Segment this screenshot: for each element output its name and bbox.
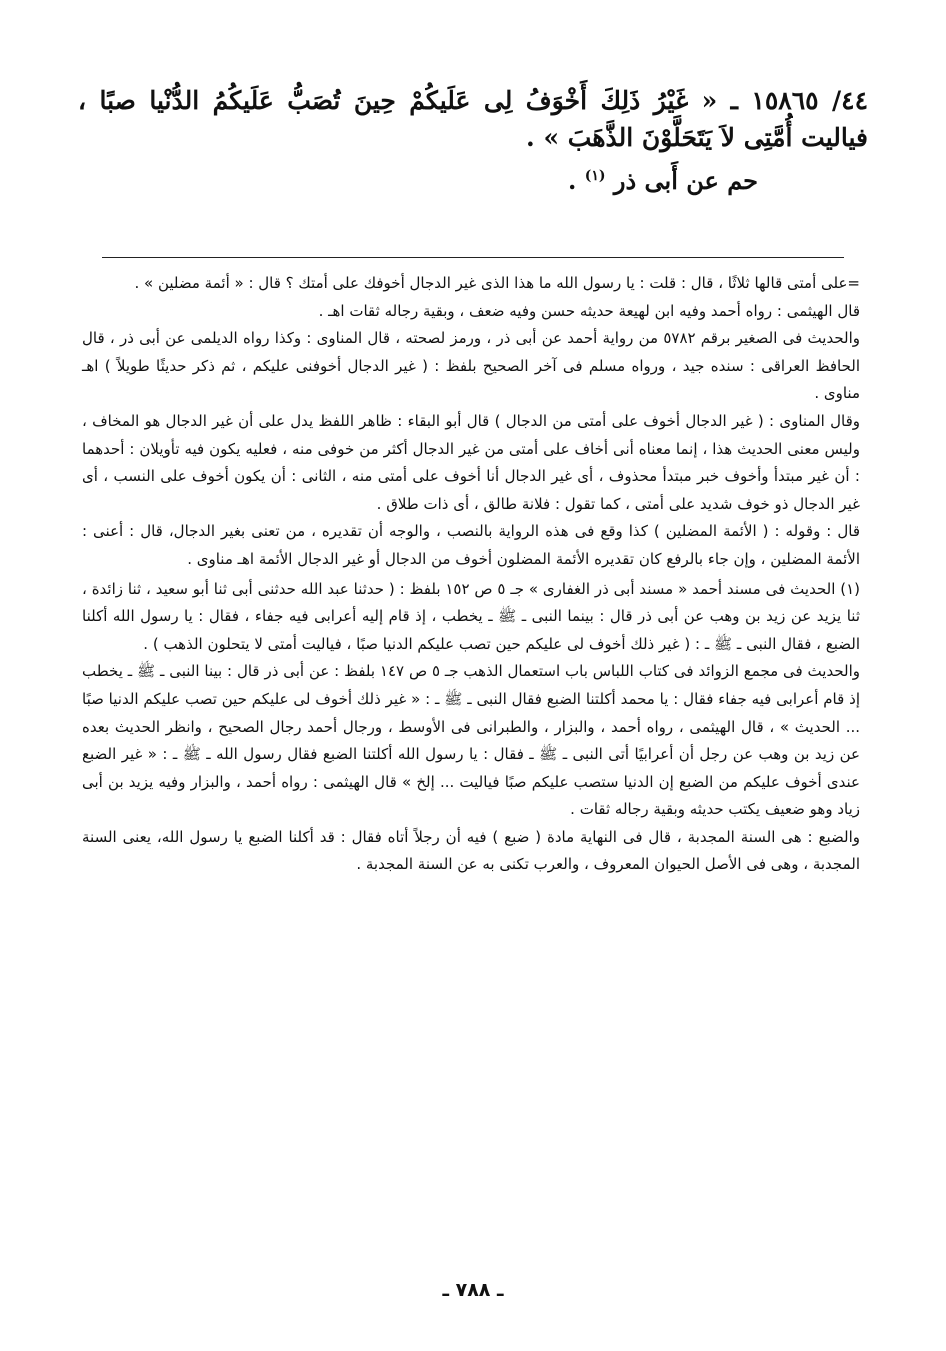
- hadith-source: [78, 162, 868, 199]
- hadith-block: [78, 82, 868, 199]
- page-number: ـ ٧٨٨ ـ: [442, 1279, 504, 1301]
- footnote-paragraph: والحديث فى مجمع الزوائد فى كتاب اللباس باب استعمال الذهب جـ ٥ ص ١٤٧ بلفظ : عن أبى ذر قال : بينا النبى ـ ﷺ ـ يخطب إذ قام أعرابى فيه جفاء فقال : يا محمد أكلتنا الضبع فقال النبى ـ ﷺ ـ : « غير ذلك أخوف لى عليكم حين تصب عليكم الدنيا صبًا ... الحديث » ، قال الهيثمى ، رواه أحمد ، والبزار ، والطبرانى فى الأوسط ، ورجال أحمد رجال الصحيح ، وانظر الحديث بعده عن زيد بن وهب عن رجل أن أعرابيًا أتى النبى ـ ﷺ ـ فقال : يا رسول الله أكلتنا الضبع فقال رسول الله ـ ﷺ ـ : « غير الضبع عندى أخوف عليكم من الضبع إن الدنيا ستصب عليكم صبًا فياليت ... إلخ » قال الهيثمى : رواه أحمد ، والبزار وفيه يزيد بن أبى زياد وهو ضعيف يكتب حديثه وبقية رجاله ثقات .: [82, 662, 860, 819]
- hadith-source-end: .: [568, 166, 585, 195]
- note-paragraph: والحديث فى الصغير برقم ٥٧٨٢ من رواية أحمد عن أبى ذر ، ورمز لصحته ، قال المناوى : وكذا رواه الديلمى عن أبى ذر ، قال الحافظ العراقى : سنده جيد ، ورواه مسلم فى آخر الصحيح بلفظ : ( غير الدجال أخوفنى عليكم ، ثم ذكر حديثًا طويلاً ) اهـ مناوى .: [82, 329, 860, 403]
- hadith-source-text: حم عن أَبى ذر: [613, 166, 758, 195]
- hadith-text: ٤٤/ ١٥٨٦٥ ـ « غَيْرُ ذَلِكَ أَخْوَفُ لِى عَلَيكُمْ حِينَ تُصَبُّ عَلَيكُمُ الدُّنْيا صبًا ، فياليت أُمَّتِى لاَ يَتَحَلَّوْنَ الذَّهَبَ » .: [78, 86, 868, 152]
- note-paragraph: وقال المناوى : ( غير الدجال أخوف على أمتى من الدجال ) قال أبو البقاء : ظاهر اللفظ يدل على أن غير الدجال هو المخاف ، وليس معنى الحديث هذا ، إنما معناه أنى أخاف على أمتى من غير الدجال أكثر من خوفى منه ، فعليه يكون فيه تأويلان : أحدهما : أن غير مبتدأ وأخوف خبر مبتدأ محذوف ، أى غير الدجال أنا أخوف على أمتى منه ، الثانى : أن يكون أخوف على النسب ، أى غير الدجال ذو خوف شديد على أمتى ، كما تقول : فلانة طالق ، أى ذات طلاق .: [82, 411, 860, 513]
- note-paragraph: قال الهيثمى : رواه أحمد وفيه ابن لهيعة حديثه حسن وفيه ضعف ، وبقية رجاله ثقات اهـ .: [318, 301, 860, 320]
- footnote-paragraph: والضبع : هى السنة المجدبة ، قال فى النهاية مادة ( ضبع ) فيه أن رجلاً أتاه فقال : قد أكلنا الضبع يا رسول الله، يعنى السنة المجدبة ، وهى فى الأصل الحيوان المعروف ، والعرب تكنى به عن السنة المجدبة .: [82, 827, 860, 874]
- note-paragraph: =على أمتى قالها ثلاثًا ، قال : قلت : يا رسول الله ما هذا الذى غير الدجال أخوفك على أمتك ؟ قال : « أئمة مضلين » .: [134, 274, 860, 292]
- footnote-paragraph: (١) الحديث فى مسند أحمد « مسند أبى ذر الغفارى » جـ ٥ ص ١٥٢ بلفظ : ( حدثنا عبد الله حدثنى أبى ثنا أبو سعيد ، ثنا زائدة ، ثنا يزيد عن زيد بن وهب عن أبى ذر قال : بينما النبى ـ ﷺ ـ يخطب ، إذ قام إليه أعرابى فيه جفاء ، فقال : يا رسول الله أكلنا الضبع ، فقال النبى ـ ﷺ ـ : ( غير ذلك أخوف لى عليكم حين تصب عليكم الدنيا صبًا ، فياليت أمتى لا يتحلون الذهب ) .: [82, 579, 861, 653]
- footnote-reference[interactable]: (١): [584, 168, 606, 184]
- footnote-separator: [102, 257, 844, 258]
- note-paragraph: قال : وقوله : ( الأئمة المضلين ) كذا وقع فى هذه الرواية بالنصب ، والوجه أن تقديره ، من تعنى بغير الدجال، قال : أعنى : الأئمة المضلين ، وإن جاء بالرفع كان تقديره الأئمة المضلون أخوف من الدجال أو غير الدجال الأئمة اهـ مناوى .: [82, 522, 860, 568]
- footnotes-section: [82, 270, 860, 879]
